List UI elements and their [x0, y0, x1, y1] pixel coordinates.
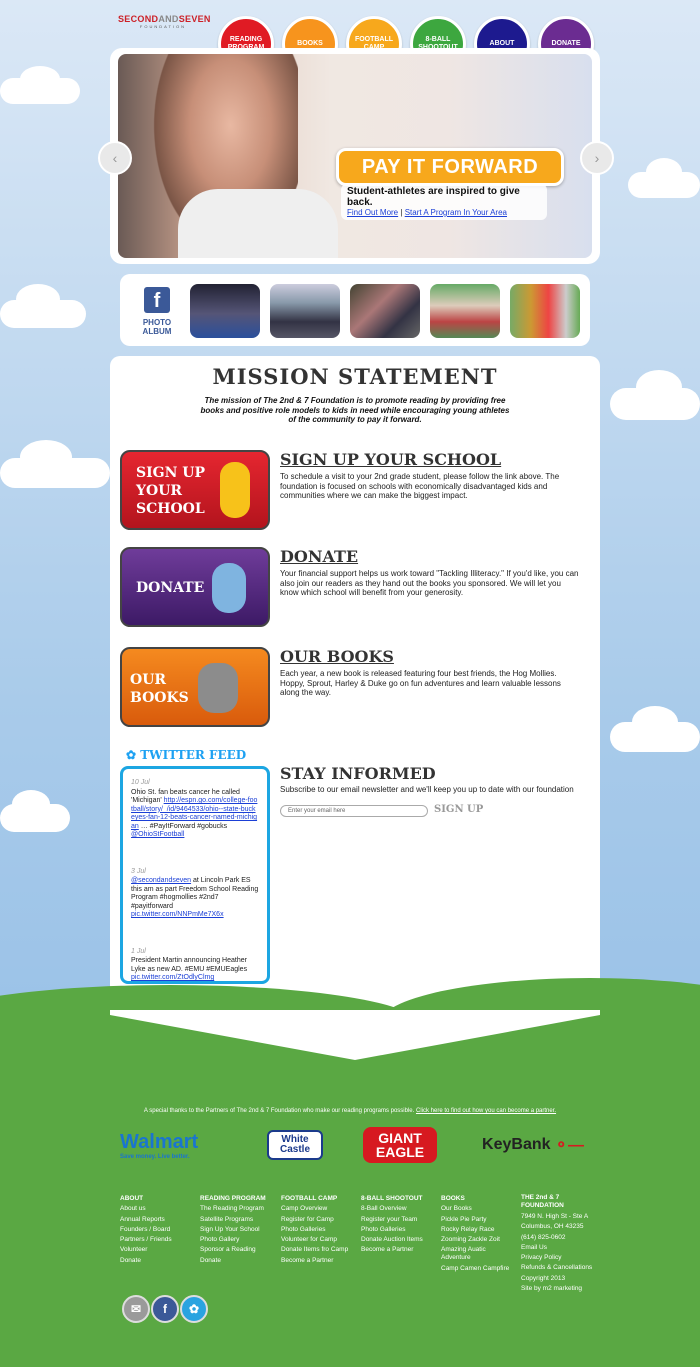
start-program-link[interactable]: Start A Program In Your Area [404, 208, 507, 217]
tweet-text: President Martin announcing Heather Lyke as new AD. #EMU #EMUEagles [131, 957, 248, 973]
slider-next-arrow[interactable]: › [580, 141, 614, 175]
twitter-feed-box [120, 766, 270, 984]
footer-link[interactable]: Pickle Pie Party [441, 1215, 487, 1223]
footer-link[interactable]: Annual Reports [120, 1215, 165, 1223]
tweet-mention[interactable]: @OhioStFootball [131, 831, 185, 838]
photo-thumb[interactable] [510, 284, 580, 338]
become-partner-link[interactable]: Click here to find out how you can become a partner. [415, 1108, 557, 1114]
footer-link[interactable]: Email Us [521, 1243, 548, 1251]
photo-thumb[interactable] [430, 284, 500, 338]
stay-informed-title: STAY INFORMED [280, 764, 436, 783]
tweet-mention[interactable]: @secondandseven [131, 877, 192, 884]
footer-link[interactable]: Refunds & Cancellations [521, 1264, 593, 1272]
footer-link[interactable]: Donate Items fro Camp [281, 1246, 349, 1254]
footer-link[interactable]: Sponsor a Reading [200, 1246, 256, 1254]
footer-link[interactable]: Register your Team [361, 1215, 418, 1223]
partners-thanks: A special thanks to the Partners of The 2nd & 7 Foundation who make our reading programs possible. [143, 1108, 415, 1114]
giraffe-mascot-icon [220, 462, 250, 518]
our-books-text: Each year, a new book is released featuring four best friends, the Hog Mollies. Hoppy, Sprout, Harley & Duke go on fun adventures and learn valuable lessons along the way. [280, 669, 561, 697]
site-logo[interactable] [118, 14, 211, 40]
logo-wordmark [118, 14, 211, 24]
key-icon: ⚬— [554, 1137, 584, 1154]
keybank-logo[interactable] [480, 1125, 586, 1165]
footer-link[interactable]: Become a Partner [281, 1256, 334, 1264]
photo-thumb[interactable] [270, 284, 340, 338]
footer-city: Columbus, OH 43235 [521, 1223, 584, 1231]
twitter-bird-icon: ✿ [126, 748, 137, 762]
stay-informed-text: Subscribe to our email newsletter and we'll keep you up to date with our foundation [280, 785, 574, 794]
tweet [131, 868, 259, 920]
white-castle-logo[interactable] [266, 1125, 324, 1165]
mission-title: MISSION STATEMENT [212, 364, 498, 389]
find-out-more-link[interactable]: Find Out More [347, 208, 399, 217]
footer-phone: (614) 825-0602 [521, 1233, 566, 1241]
footer-link[interactable]: Donate [120, 1256, 141, 1264]
footer-link[interactable]: Satellite Programs [200, 1215, 254, 1223]
footer-link[interactable]: Camp Overview [281, 1205, 328, 1213]
footer-heading: FOOTBALL CAMP [281, 1195, 338, 1202]
footer-link[interactable]: Become a Partner [361, 1246, 414, 1254]
nav-label: BOOKS [297, 40, 323, 47]
footer-link[interactable]: Partners / Friends [120, 1236, 172, 1244]
hero-shirt-shape [178, 189, 338, 258]
footer-link[interactable]: The Reading Program [200, 1205, 264, 1213]
cloud [636, 370, 682, 404]
signup-button[interactable]: SIGN UP [434, 804, 484, 815]
walmart-tagline: Save money. Live better. [120, 1153, 190, 1160]
footer-link[interactable]: About us [120, 1205, 146, 1213]
signup-school-card[interactable] [120, 450, 270, 530]
footer-link[interactable]: Donate [200, 1256, 221, 1264]
our-books-card[interactable] [120, 647, 270, 727]
footer-link[interactable]: Volunteer [120, 1246, 148, 1254]
footer-heading: THE 2nd & 7 FOUNDATION [521, 1194, 564, 1209]
slider-prev-arrow[interactable]: ‹ [98, 141, 132, 175]
footer-link[interactable]: Founders / Board [120, 1225, 171, 1233]
facebook-glyph: f [163, 1302, 167, 1316]
photo-thumb[interactable] [350, 284, 420, 338]
facebook-icon[interactable]: f [144, 287, 170, 313]
footer-link[interactable]: Photo Gallery [200, 1236, 240, 1244]
facebook-icon[interactable] [151, 1295, 179, 1323]
nav-label: 8-BALL [425, 36, 451, 43]
footer-link[interactable]: Register for Camp [281, 1215, 334, 1223]
signup-school-title[interactable]: SIGN UP YOUR SCHOOL [280, 450, 502, 469]
white-castle-wordmark: White Castle [267, 1130, 323, 1160]
footer-link[interactable]: Volunteer for Camp [281, 1236, 338, 1244]
card-label: SIGN UP YOUR SCHOOL [136, 465, 206, 517]
donate-card[interactable] [120, 547, 270, 627]
twitter-icon[interactable]: ✿ [180, 1295, 208, 1323]
slider-headline: Student-athletes are inspired to give back. [347, 186, 520, 208]
giant-eagle-logo[interactable] [360, 1125, 440, 1165]
twitter-feed-title [126, 748, 246, 762]
tweet [131, 779, 259, 840]
cloud [20, 66, 60, 92]
donate-title[interactable]: DONATE [280, 547, 359, 566]
cloud [632, 706, 678, 738]
footer-col-football-camp [281, 1194, 359, 1266]
email-input[interactable]: Enter your email here [280, 805, 428, 817]
footer-link[interactable]: Privacy Policy [521, 1254, 562, 1262]
donate-text: Your financial support helps us work toward "Tackling Illiteracy." If you'd like, you can also join our readers as they hand out the books you sponsored. We will let you know which school will benefit from your generosity. [280, 569, 579, 597]
footer-address: 7949 N. High St - Ste A [521, 1213, 589, 1220]
email-icon[interactable]: ✉ [122, 1295, 150, 1323]
photo-album-label[interactable]: PHOTO ALBUM [142, 318, 172, 336]
footer-copyright: Copyright 2013 [521, 1274, 566, 1282]
logo-subtext: FOUNDATION [139, 24, 187, 29]
footer-col-8-ball-shootout [361, 1194, 439, 1256]
cloud [16, 284, 60, 314]
footer-link[interactable]: Donate Auction Items [361, 1236, 423, 1244]
cloud [12, 790, 50, 818]
footer-link[interactable]: Zooming Zackle Zoit [441, 1236, 500, 1244]
tweet-link[interactable]: pic.twitter.com/ZtOdlyClmg [131, 974, 215, 981]
tweet-text: Ohio St. fan beats cancer he called 'Michigan' [131, 788, 240, 804]
photo-thumb[interactable] [190, 284, 260, 338]
card-label: DONATE [136, 580, 205, 596]
mission-text: The mission of The 2nd & 7 Foundation is to promote reading by providing free books and positive role models to kids in need while encouraging young athletes of the community to pay it forward. [200, 396, 510, 424]
tweet-link[interactable]: http://espn.go.com/college-football/story/_/id/9464533/ohio--state-buckeyes-fan-12-beats-cancer-named-michigan [131, 797, 258, 830]
our-books-title[interactable]: OUR BOOKS [280, 647, 394, 666]
footer-credit[interactable]: Site by m2 marketing [521, 1285, 583, 1293]
footer-heading: READING PROGRAM [200, 1195, 266, 1202]
tweet-text: at Lincoln Park ES this am as part Freedom School Reading Program #hogmollies #2nd7 #payitforward [131, 877, 259, 910]
card-label: OUR BOOKS [130, 672, 189, 706]
keybank-wordmark: KeyBank [482, 1136, 551, 1153]
main-content [110, 356, 600, 1036]
footer-heading: 8-BALL SHOOTOUT [361, 1195, 423, 1202]
footer-heading: ABOUT [120, 1195, 144, 1202]
signup-school-text: To schedule a visit to your 2nd grade student, please follow the link above. The foundation is focused on schools with economically disadvantaged kids and communities where we can make the biggest impact. [280, 472, 560, 500]
nav-label: FOOTBALL [354, 36, 394, 43]
nav-label: ABOUT [489, 40, 515, 47]
footer-link[interactable]: Amazing Auatic Adventure [441, 1246, 486, 1262]
giant-eagle-wordmark: GIANT EAGLE [363, 1127, 437, 1163]
footer-col-about [120, 1194, 198, 1266]
footer-heading: BOOKS [441, 1195, 465, 1202]
logo-text-and: AND [158, 14, 179, 24]
tweet-date: 3 Jul [131, 867, 146, 875]
walmart-wordmark: Walmart [120, 1130, 199, 1153]
tweet-tail: … #PayItForward #gobucks [140, 822, 228, 830]
footer-col-books [441, 1194, 519, 1275]
footer-link[interactable]: Sign Up Your School [200, 1225, 260, 1233]
tweet [131, 948, 259, 983]
twitter-feed-label: TWITTER FEED [140, 748, 247, 762]
slider-banner: PAY IT FORWARD [336, 148, 564, 186]
logo-text-second: SECOND [118, 14, 159, 24]
nav-label: READING [229, 36, 263, 43]
photo-strip [120, 274, 590, 346]
footer-link[interactable]: Our Books [441, 1205, 472, 1213]
footer-link[interactable]: Photo Galleries [281, 1225, 326, 1233]
tweet-date: 1 Jul [131, 947, 146, 955]
cloud [646, 158, 682, 186]
logo-text-seven: SEVEN [178, 14, 211, 24]
tweet-link[interactable]: pic.twitter.com/NNPmMe7X6x [131, 911, 224, 918]
footer-link[interactable]: Camp Camen Campfire [441, 1265, 510, 1273]
footer-link[interactable]: 8-Ball Overview [361, 1205, 407, 1213]
tweet-date: 10 Jul [131, 779, 150, 786]
hippo-mascot-icon [212, 563, 246, 613]
footer-link[interactable]: Photo Galleries [361, 1225, 406, 1233]
nav-label: DONATE [551, 40, 581, 47]
donkey-mascot-icon [198, 663, 238, 713]
footer-col-foundation [521, 1194, 599, 1294]
walmart-logo[interactable] [120, 1125, 230, 1165]
footer-link[interactable]: Rocky Relay Race [441, 1225, 495, 1233]
slider-caption [341, 184, 547, 220]
cloud [20, 440, 72, 474]
caption-separator: | [400, 208, 403, 217]
partners-text [0, 1108, 700, 1114]
footer-grass [0, 1012, 700, 1367]
footer-col-reading-program [200, 1194, 278, 1266]
